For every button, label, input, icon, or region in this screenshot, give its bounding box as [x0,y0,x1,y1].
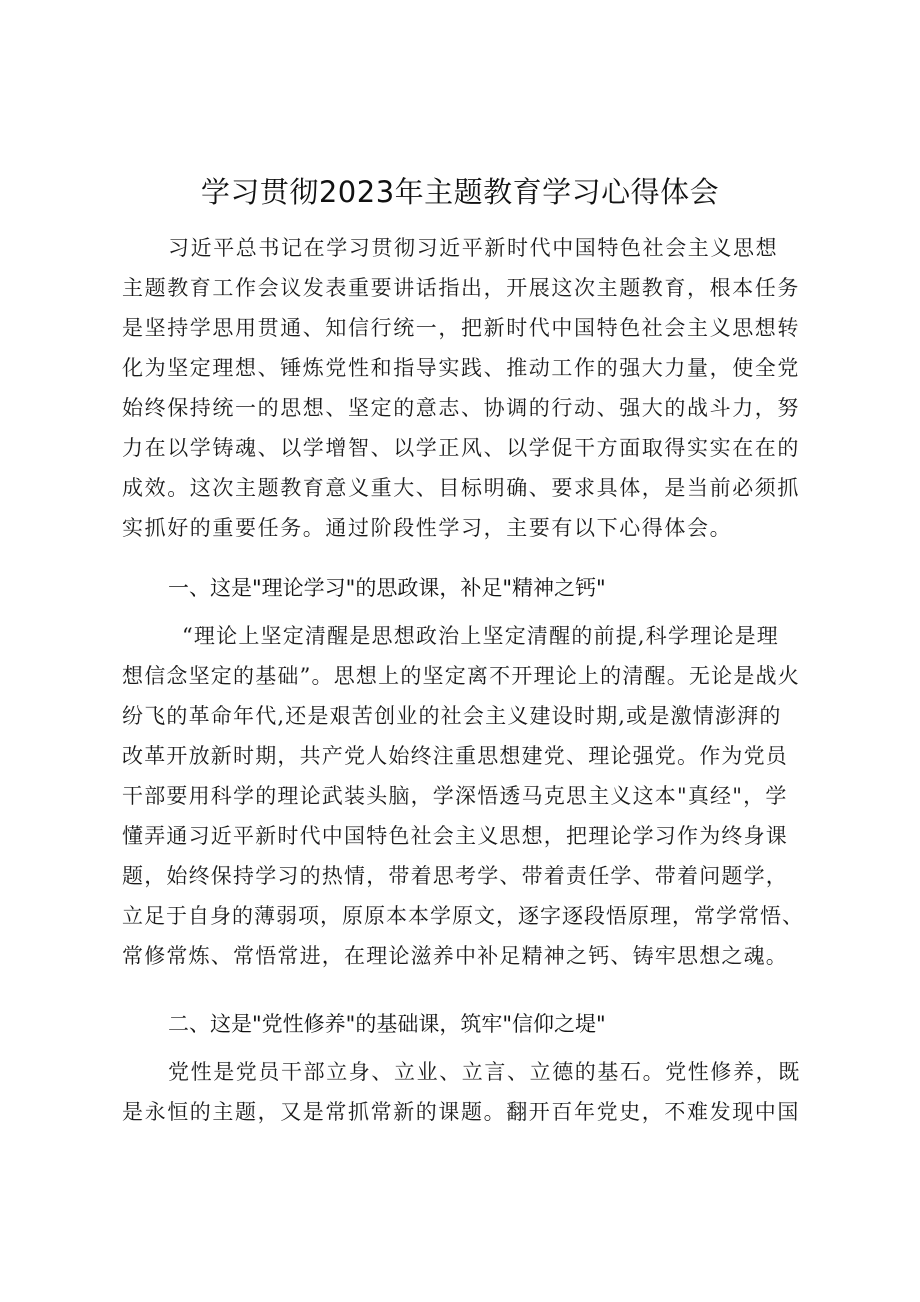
paragraph-line: 实抓好的重要任务。通过阶段性学习，主要有以下心得体会。 [122,516,733,540]
paragraph-line: 纷飞的革命年代,还是艰苦创业的社会主义建设时期,或是激情澎湃的 [122,704,782,728]
paragraph-line: 主题教育工作会议发表重要讲话指出，开展这次主题教育，根本任务 [122,276,800,300]
paragraph-line: 是永恒的主题，又是常抓常新的课题。翻开百年党史，不难发现中国 [122,1100,800,1124]
paragraph-line: 立足于自身的薄弱项，原原本本学原文，逐字逐段悟原理，常学常悟、 [122,904,804,928]
paragraph-line: 习近平总书记在学习贯彻习近平新时代中国特色社会主义思想 [168,236,779,260]
paragraph-line: 懂弄通习近平新时代中国特色社会主义思想，把理论学习作为终身课 [122,824,788,848]
paragraph-line: 改革开放新时期，共产党人始终注重思想建党、理论强党。作为党员 [122,744,788,768]
paragraph-line: 常修常炼、常悟常进，在理论滋养中补足精神之钙、铸牢思想之魂。 [122,944,788,968]
paragraph-line: 力在以学铸魂、以学增智、以学正风、以学促干方面取得实实在在的 [122,436,800,460]
paragraph-line: 是坚持学思用贯通、知信行统一，把新时代中国特色社会主义思想转 [122,316,800,340]
paragraph-line: 想信念坚定的基础”。思想上的坚定离不开理论上的清醒。无论是战火 [122,664,800,688]
paragraph-line: 化为坚定理想、锤炼党性和指导实践、推动工作的强大力量，使全党 [122,356,800,380]
paragraph-line: 始终保持统一的思想、坚定的意志、协调的行动、强大的战斗力，努 [122,396,800,420]
section-heading-2: 二、这是"党性修养"的基础课，筑牢"信仰之堤" [168,1012,606,1036]
paragraph-line: 题，始终保持学习的热情，带着思考学、带着责任学、带着问题学， [122,864,788,888]
document-title: 学习贯彻2023年主题教育学习心得体会 [200,175,720,209]
paragraph-line: 成效。这次主题教育意义重大、目标明确、要求具体，是当前必须抓 [122,476,800,500]
paragraph-line: 党性是党员干部立身、立业、立言、立德的基石。党性修养，既 [168,1060,801,1084]
section-heading-1: 一、这是"理论学习"的思政课，补足"精神之钙" [168,576,606,600]
paragraph-line: “理论上坚定清醒是思想政治上坚定清醒的前提,科学理论是理 [182,624,780,648]
paragraph-line: 干部要用科学的理论武装头脑，学深悟透马克思主义这本"真经"，学 [122,784,788,808]
